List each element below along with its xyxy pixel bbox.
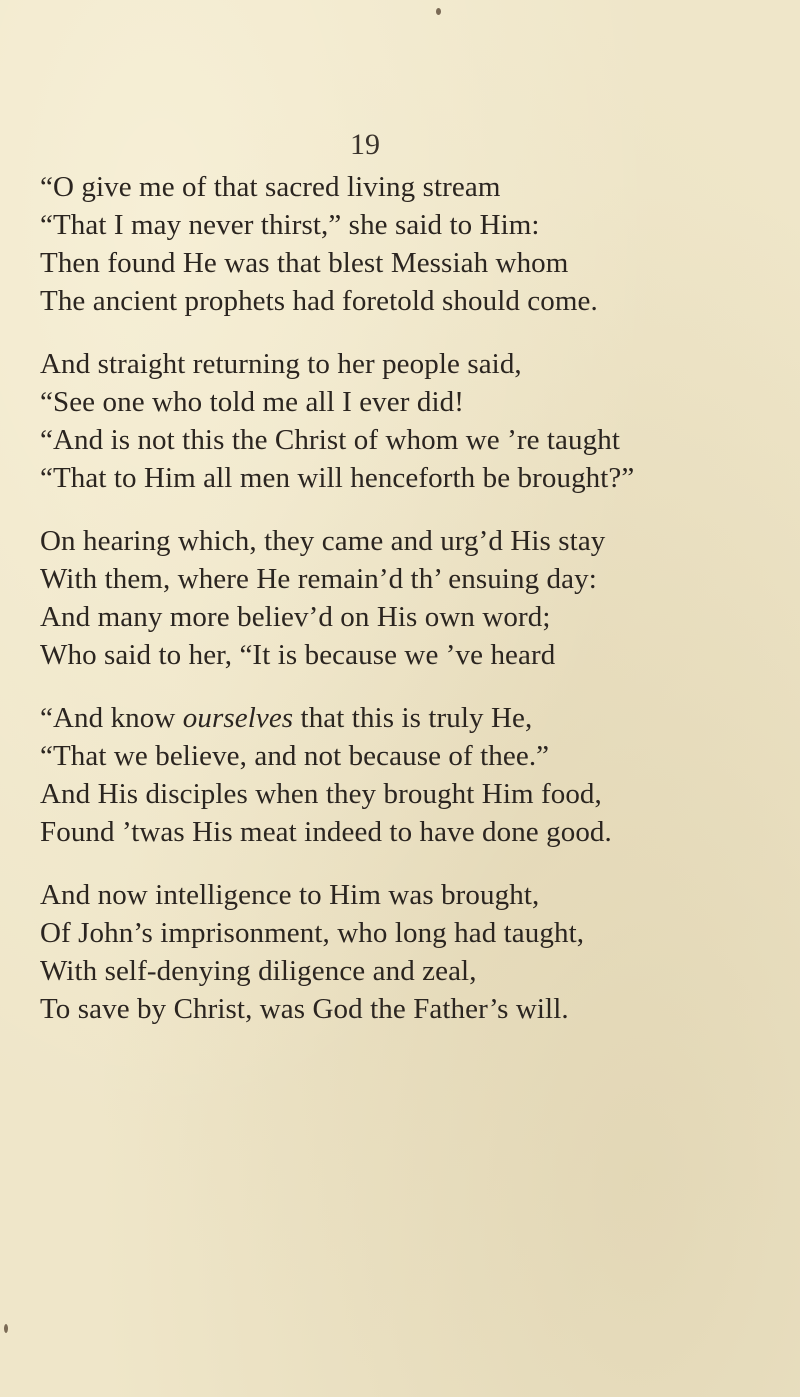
paper-speck [4,1324,8,1333]
poem [40,168,740,1053]
page-number: 19 [350,128,380,161]
poem-line: Who said to her, “It is because we ’ve heard [40,639,556,671]
stanza-2 [40,345,740,497]
poem-line: “That we believe, and not because of thee.” [40,740,550,772]
poem-line: With them, where He remain’d th’ ensuing day: [40,563,597,595]
poem-line: And His disciples when they brought Him food, [40,778,602,810]
poem-line: And now intelligence to Him was brought, [40,879,540,911]
paper-speck [436,8,441,15]
poem-line: “See one who told me all I ever did! [40,386,464,418]
poem-line: “That I may never thirst,” she said to Him: [40,209,540,241]
stanza-3 [40,522,740,674]
poem-line: The ancient prophets had foretold should come. [40,285,598,317]
poem-line: “That to Him all men will henceforth be brought?” [40,462,635,494]
stanza-1 [40,168,740,320]
poem-line: With self-denying diligence and zeal, [40,955,477,987]
poem-line-segment: “And know [40,702,183,734]
poem-line: “And is not this the Christ of whom we ’re taught [40,424,620,456]
poem-line: To save by Christ, was God the Father’s will. [40,993,569,1025]
poem-line: And many more believ’d on His own word; [40,601,551,633]
stanza-4 [40,699,740,851]
poem-line: Of John’s imprisonment, who long had taught, [40,917,585,949]
stanza-5 [40,876,740,1028]
poem-line [40,699,740,737]
poem-line: On hearing which, they came and urg’d His stay [40,525,606,557]
poem-line-italic: ourselves [182,702,294,734]
poem-line: Then found He was that blest Messiah whom [40,247,569,279]
poem-line-segment: that this is truly He, [293,702,533,734]
poem-line: Found ’twas His meat indeed to have done good. [40,816,612,848]
poem-line: And straight returning to her people said, [40,348,522,380]
poem-line: “O give me of that sacred living stream [40,171,501,203]
